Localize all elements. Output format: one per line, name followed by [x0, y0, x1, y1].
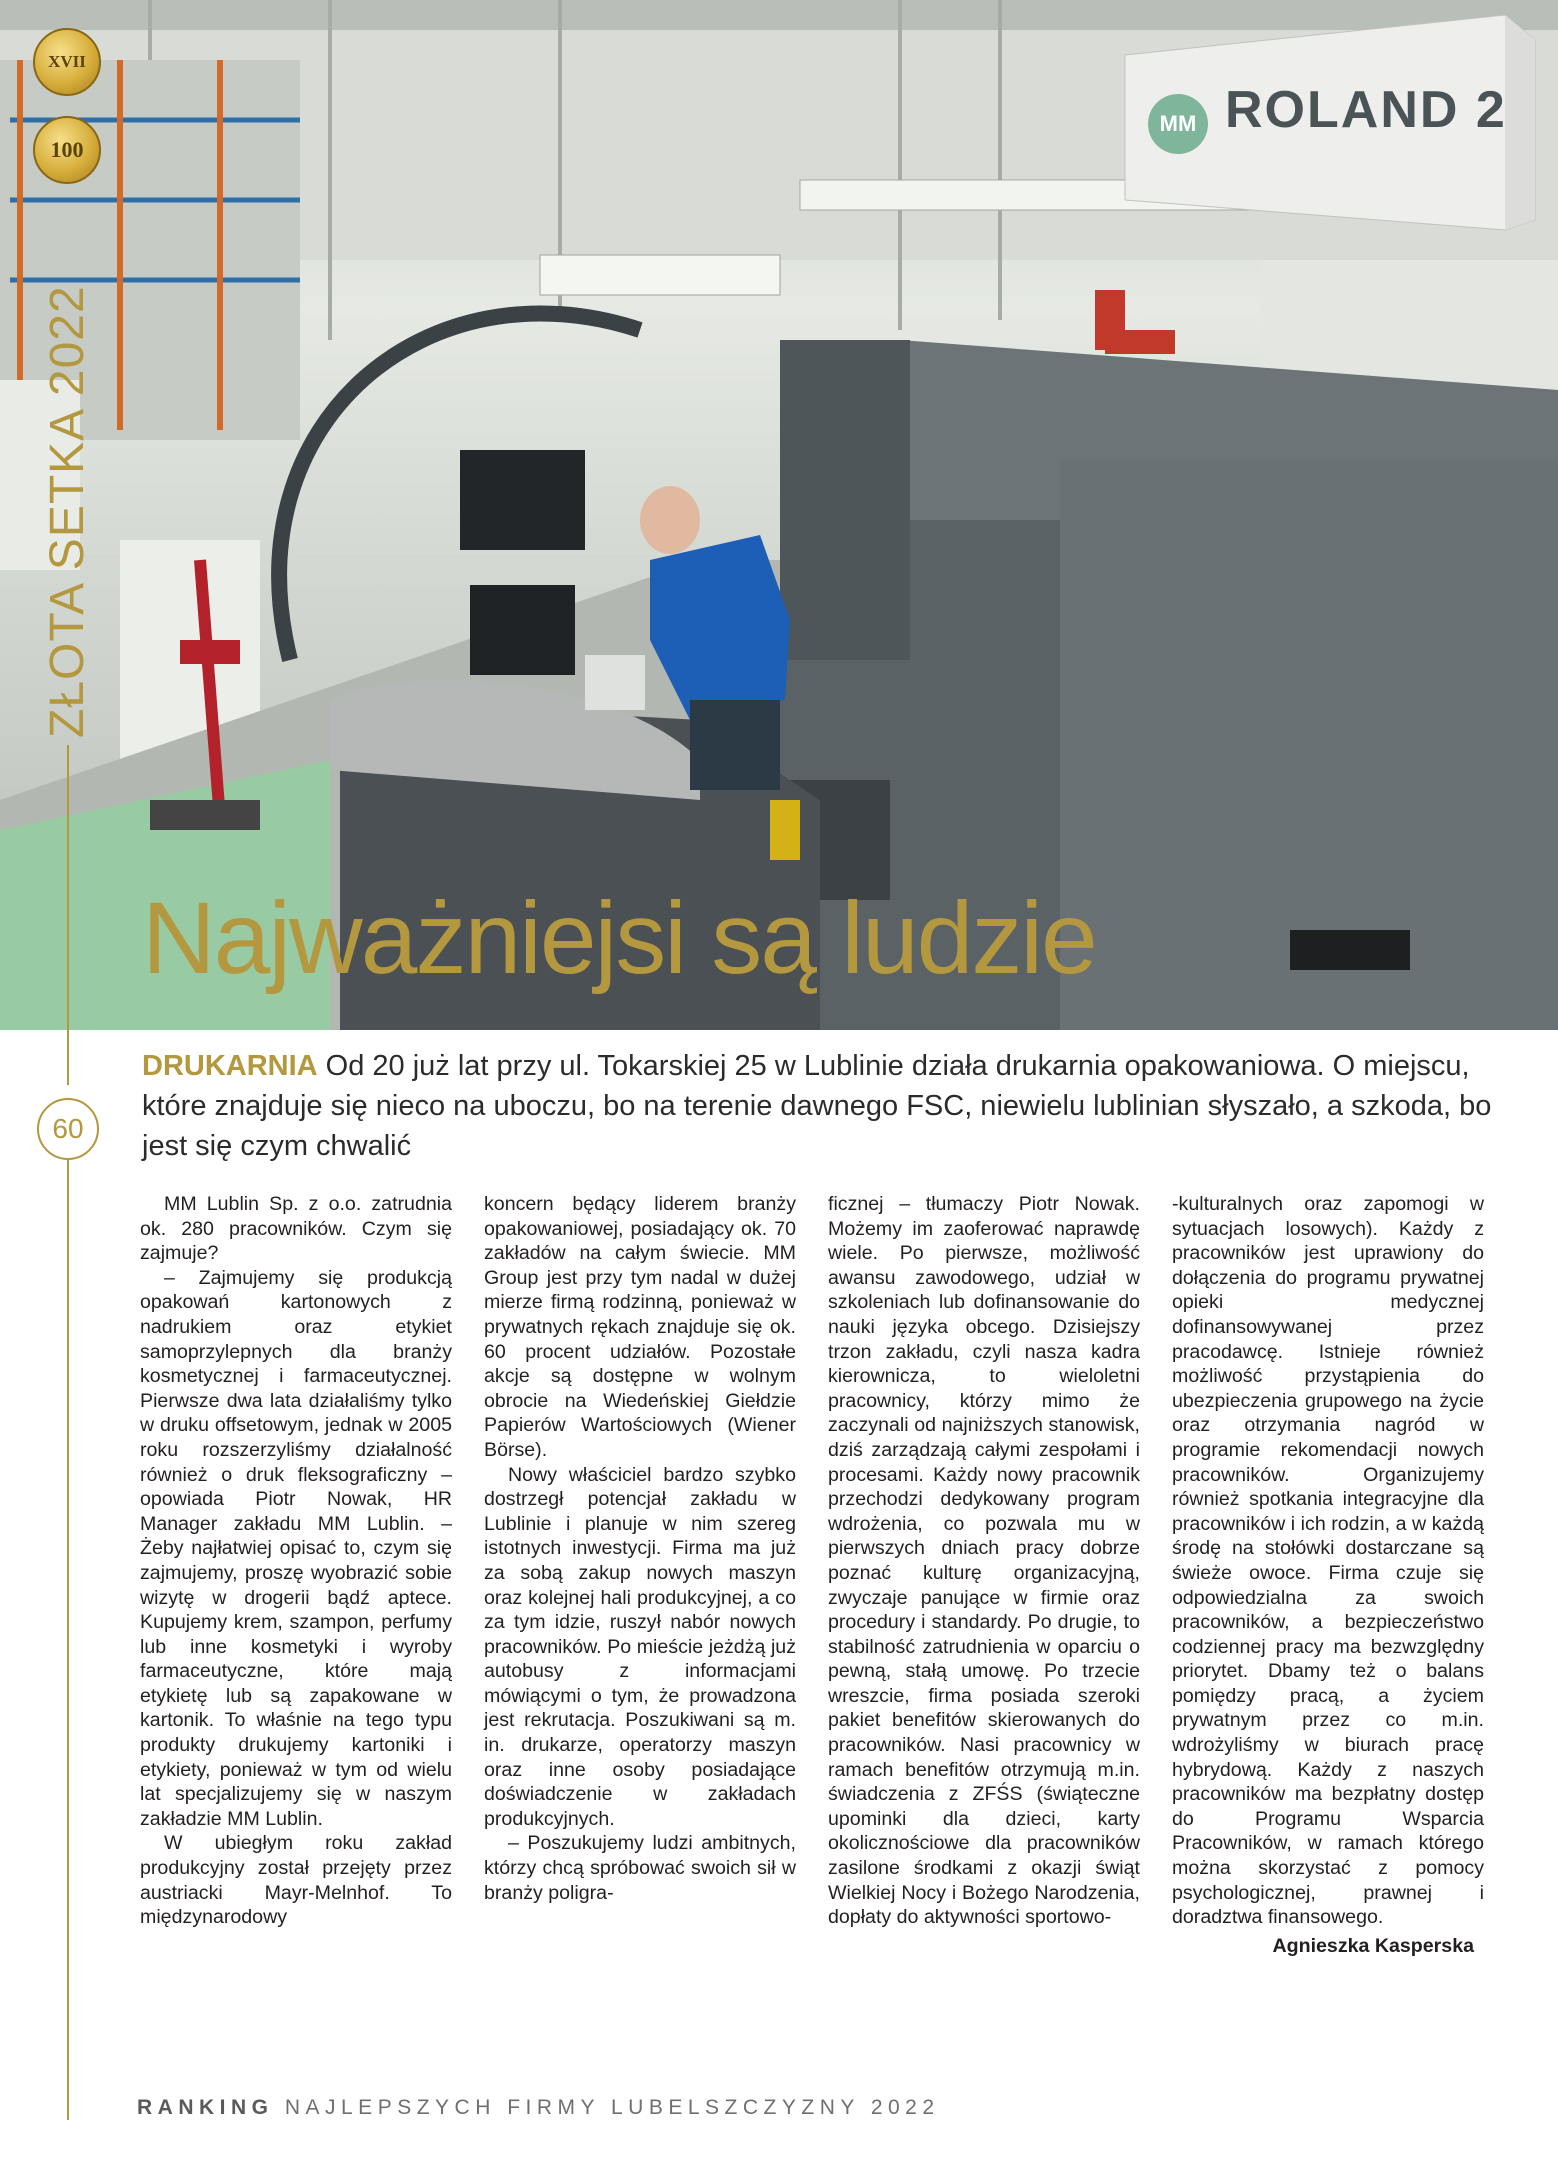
body-paragraph: – Poszukujemy ludzi ambitnych, którzy chcą spróbować swoich sił w branży poligra- — [484, 1832, 796, 1904]
body-paragraph: – Zajmujemy się produkcją opakowań kartonowych z nadrukiem oraz etykiet samoprzylepnych dla branży kosmetycznej i farmaceutycznej. Pierwsze dwa lata działaliśmy tylko w druku offsetowym, jednak w 2005 roku rozszerzyliśmy działalność również o druk fleksograficzny – opowiada Piotr Nowak, HR Manager zakładu MM Lublin. – Żeby najłatwiej opisać to, czym się zajmujemy, proszę wyobrazić sobie wizytę w drogerii bądź aptece. Kupujemy krem, szampon, perfumy lub inne kosmetyki i wyroby farmaceutyczne, które mają etykietę lub są zapakowane w kartonik. To właśnie na tego typu produkty drukujemy kartoniki i etykiety, ponieważ w tym od wielu lat specjalizujemy się w naszym zakładzie MM Lublin. — [140, 1266, 452, 1830]
printing-hall-illustration — [0, 0, 1558, 1030]
body-paragraph: koncern będący liderem branży opakowaniowej, posiadający ok. 70 zakładów na całym świecie. MM Group jest przy tym nadal w dużej mierze firmą rodzinną, ponieważ w prywatnych rękach znajduje się ok. 60 procent udziałów. Pozostałe akcje są dostępne w wolnym obrocie na Wiedeńskiej Giełdzie Papierów Wartościowych (Wiener Börse). — [484, 1193, 796, 1461]
machine-sign-text: ROLAND 2 — [1225, 81, 1507, 139]
article-column-3 — [828, 1192, 1140, 1930]
lead-kicker: DRUKARNIA — [142, 1050, 318, 1082]
side-rule — [67, 745, 69, 1085]
question-paragraph: MM Lublin Sp. z o.o. zatrudnia ok. 280 pracowników. Czym się zajmuje? — [140, 1193, 452, 1265]
article-column-2 — [484, 1192, 796, 1905]
body-paragraph: ficznej – tłumaczy Piotr Nowak. Możemy im zaoferować naprawdę wiele. Po pierwsze, możliwość awansu zawodowego, udział w szkoleniach lub dofinansowanie do nauki języka obcego. Dzisiejszy trzon zakładu, czyli nasza kadra kierownicza, to wieloletni pracownicy, którzy mimo że zaczynali od najniższych stanowisk, dziś zarządzają całymi zespołami i procesami. Każdy nowy pracownik przechodzi dedykowany program wdrożenia, co pozwala mu w pierwszych dniach pracy dobrze poznać kulturę organizacyjną, zwyczaje panujące w firmie oraz procedury i standardy. Po drugie, to stabilność zatrudnienia w oparciu o pewną, stałą umowę. Po trzecie wreszcie, firma posiada szeroki pakiet benefitów skierowanych do pracowników. Nasi pracownicy w ramach benefitów otrzymują m.in. świadczenia z ZFŚS (świąteczne upominki dla dzieci, karty okolicznościowe dla pracowników zasilone środkami z okazji świąt Wielkiej Nocy i Bożego Narodzenia, dopłaty do aktywności sportowo- — [828, 1193, 1140, 1929]
series-label — [38, 678, 98, 738]
body-paragraph: -kulturalnych oraz zapomogi w sytuacjach losowych). Każdy z pracowników jest uprawiony do dołączenia do programu prywatnej opieki medycznej dofinansowywanej przez pracodawcę. Istnieje również możliwość przystąpienia do ubezpieczenia grupowego na życie oraz otrzymania nagród w programie rekomendacji nowych pracowników. Organizujemy również spotkania integracyjne dla pracowników i ich rodzin, a w każdą środę na stołówki dostarczane są świeże owoce. Firma czuje się odpowiedzialna za swoich pracowników, a bezpieczeństwo codziennej pracy ma bezwzględny priorytet. Dbamy też o balans pomiędzy pracą, a życiem prywatnym przez co m.in. wdrożyliśmy w biurach pracę hybrydową. Każdy z naszych pracowników ma bezpłatny dostęp do Programu Wsparcia Pracowników, w ramach którego można skorzystać z pomocy psychologicznej, prawnej i doradztwa finansowego. — [1172, 1193, 1484, 1929]
footer-text: NAJLEPSZYCH FIRMY LUBELSZCZYZNY 2022 — [273, 2096, 940, 2119]
article-column-4 — [1172, 1192, 1484, 1958]
hero-photo — [0, 0, 1558, 1030]
author-byline: Agnieszka Kasperska — [1272, 1934, 1474, 1957]
page-number: 60 — [37, 1098, 99, 1160]
lead-paragraph — [142, 1046, 1512, 1166]
award-badge-icon: XVII — [33, 28, 101, 96]
award-badge-icon: 100 — [33, 116, 101, 184]
lead-text: Od 20 już lat przy ul. Tokarskiej 25 w Lublinie działa drukarnia opakowaniowa. O miejscu, które znajduje się nieco na uboczu, bo na terenie dawnego FSC, niewielu lublinian słyszało, a szkoda, bo jest się czym chwalić — [142, 1050, 1492, 1162]
side-rule — [67, 1160, 69, 2120]
headline: Najważniejsi są ludzie — [142, 881, 1096, 995]
mm-logo: MM — [1148, 94, 1208, 154]
body-paragraph: W ubiegłym roku zakład produkcyjny został przejęty przez austriacki Mayr-Melnhof. To międzynarodowy — [140, 1832, 452, 1929]
page-footer — [137, 2096, 940, 2120]
article-column-1 — [140, 1192, 452, 1930]
footer-strong: RANKING — [137, 2096, 274, 2119]
body-paragraph: Nowy właściciel bardzo szybko dostrzegł potencjał zakładu w Lublinie i planuje w nim szereg istotnych inwestycji. Firma ma już za sobą zakup nowych maszyn oraz kolejnej hali produkcyjnej, a co za tym idzie, ruszył nabór nowych pracowników. Po mieście jeżdżą już autobusy z informacjami mówiącymi o tym, że prowadzona jest rekrutacja. Poszukiwani są m. in. drukarze, operatorzy maszyn oraz inne osoby posiadające doświadczenie w zakładach produkcyjnych. — [484, 1463, 796, 1830]
